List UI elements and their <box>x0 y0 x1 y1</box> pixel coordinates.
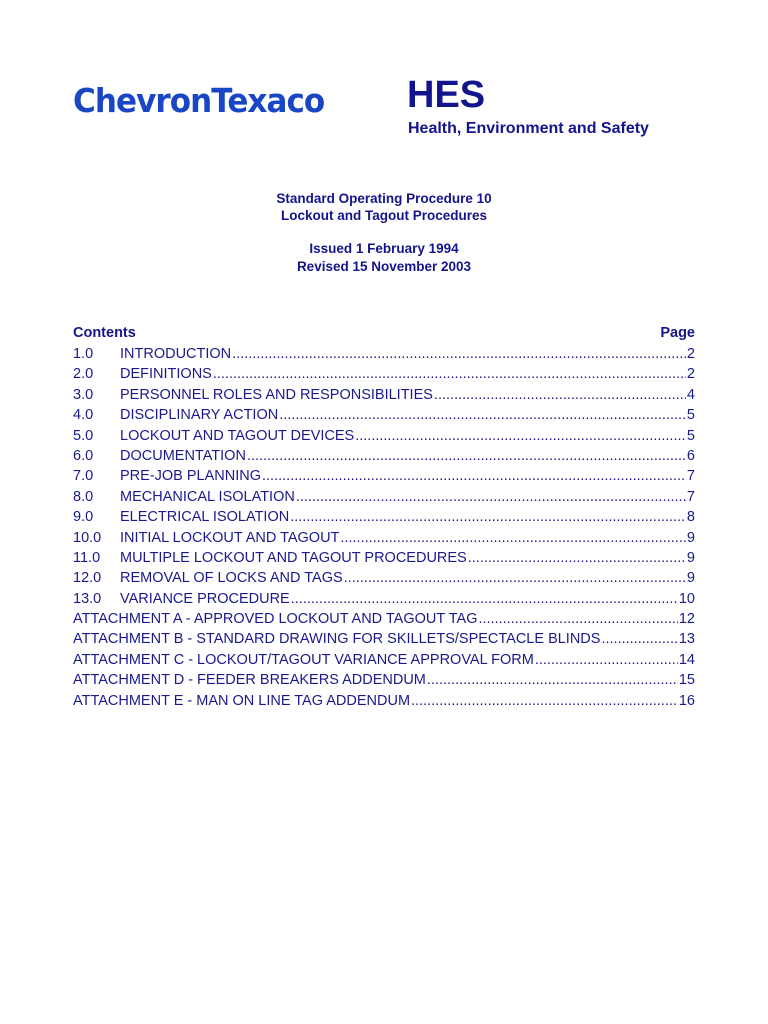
toc-dot-leader <box>291 589 678 609</box>
procedure-title: Lockout and Tagout Procedures <box>280 208 488 223</box>
toc-entry-number: 3.0 <box>73 386 94 403</box>
table-of-contents <box>73 344 695 711</box>
toc-entry-page: 15 <box>678 672 695 689</box>
toc-entry-number: 8.0 <box>73 488 94 505</box>
issued-date: Issued 1 February 1994 <box>309 241 459 256</box>
toc-entry-page: 9 <box>686 549 695 566</box>
toc-entry[interactable] <box>73 344 695 364</box>
toc-entry-number: 12.0 <box>73 570 102 587</box>
toc-entry-page: 9 <box>686 529 695 546</box>
toc-entry[interactable] <box>73 487 695 507</box>
toc-entry[interactable] <box>73 507 695 527</box>
toc-entry-page: 10 <box>678 590 695 607</box>
revised-date: Revised 15 November 2003 <box>296 259 472 274</box>
toc-dot-leader <box>262 466 686 486</box>
toc-dot-leader <box>279 405 686 425</box>
toc-entry[interactable] <box>73 548 695 568</box>
toc-entry-page: 12 <box>678 611 695 628</box>
toc-entry-page: 7 <box>686 468 695 485</box>
toc-entry[interactable] <box>73 609 695 629</box>
toc-dot-leader <box>478 609 677 629</box>
hes-subtitle: Health, Environment and Safety <box>408 120 649 137</box>
toc-dot-leader <box>247 446 686 466</box>
toc-dot-leader <box>535 650 678 670</box>
toc-entry-page: 4 <box>686 386 695 403</box>
toc-entry-page: 2 <box>686 366 695 383</box>
toc-dot-leader <box>340 528 686 548</box>
company-logo: ChevronTexaco <box>73 81 325 120</box>
toc-entry-page: 8 <box>686 509 695 526</box>
toc-entry-title: MECHANICAL ISOLATION <box>120 488 295 505</box>
hes-title: HES <box>407 74 486 116</box>
toc-dot-leader <box>344 568 686 588</box>
toc-entry-title: ATTACHMENT D - FEEDER BREAKERS ADDENDUM <box>73 672 426 689</box>
toc-entry-title: ATTACHMENT A - APPROVED LOCKOUT AND TAGOUT TAG <box>73 611 478 628</box>
toc-dot-leader <box>601 629 677 649</box>
toc-entry-title: INITIAL LOCKOUT AND TAGOUT <box>120 529 340 546</box>
toc-entry[interactable] <box>73 364 695 384</box>
page-column-heading: Page <box>660 325 695 341</box>
toc-entry-title: DISCIPLINARY ACTION <box>120 407 279 424</box>
contents-header <box>73 325 695 341</box>
toc-entry-title: DEFINITIONS <box>120 366 212 383</box>
toc-entry[interactable] <box>73 670 695 690</box>
toc-entry-title: REMOVAL OF LOCKS AND TAGS <box>120 570 343 587</box>
toc-entry-page: 9 <box>686 570 695 587</box>
toc-dot-leader <box>427 670 678 690</box>
toc-entry-number: 6.0 <box>73 447 94 464</box>
toc-entry-number: 1.0 <box>73 346 94 362</box>
toc-dot-leader <box>232 344 686 364</box>
toc-dot-leader <box>468 548 686 568</box>
toc-entry-title: DOCUMENTATION <box>120 447 246 464</box>
toc-dot-leader <box>411 691 678 711</box>
toc-dot-leader <box>355 426 686 446</box>
toc-entry-page: 7 <box>686 488 695 505</box>
toc-entry[interactable] <box>73 589 695 609</box>
toc-entry-page: 5 <box>686 427 695 444</box>
toc-entry-number: 10.0 <box>73 529 102 546</box>
toc-entry[interactable] <box>73 568 695 588</box>
toc-dot-leader <box>290 507 686 527</box>
contents-heading: Contents <box>73 325 136 341</box>
toc-entry-page: 14 <box>678 651 695 668</box>
toc-entry-number: 7.0 <box>73 468 94 485</box>
toc-entry-title: LOCKOUT AND TAGOUT DEVICES <box>120 427 355 444</box>
toc-entry-number: 5.0 <box>73 427 94 444</box>
toc-entry-number: 2.0 <box>73 366 94 383</box>
toc-entry-page: 2 <box>686 346 695 362</box>
toc-entry-title: INTRODUCTION <box>120 346 232 362</box>
toc-entry-title: PERSONNEL ROLES AND RESPONSIBILITIES <box>120 386 433 403</box>
toc-entry-page: 16 <box>678 692 695 709</box>
toc-entry-title: ATTACHMENT E - MAN ON LINE TAG ADDENDUM <box>73 692 411 709</box>
toc-entry[interactable] <box>73 405 695 425</box>
toc-entry[interactable] <box>73 426 695 446</box>
toc-entry[interactable] <box>73 691 695 711</box>
procedure-number: Standard Operating Procedure 10 <box>276 191 492 206</box>
toc-entry[interactable] <box>73 385 695 405</box>
toc-dot-leader <box>213 364 686 384</box>
toc-entry-title: PRE-JOB PLANNING <box>120 468 261 485</box>
toc-entry-number: 4.0 <box>73 407 94 424</box>
toc-entry-number: 9.0 <box>73 509 94 526</box>
toc-entry-page: 6 <box>686 447 695 464</box>
toc-entry-title: VARIANCE PROCEDURE <box>120 590 290 607</box>
toc-entry[interactable] <box>73 650 695 670</box>
toc-entry-page: 13 <box>678 631 695 648</box>
toc-entry[interactable] <box>73 466 695 486</box>
toc-entry-number: 13.0 <box>73 590 102 607</box>
toc-entry[interactable] <box>73 446 695 466</box>
toc-dot-leader <box>434 385 686 405</box>
toc-entry-page: 5 <box>686 407 695 424</box>
toc-entry[interactable] <box>73 528 695 548</box>
toc-entry-title: MULTIPLE LOCKOUT AND TAGOUT PROCEDURES <box>120 549 467 566</box>
toc-entry[interactable] <box>73 629 695 649</box>
toc-entry-title: ATTACHMENT C - LOCKOUT/TAGOUT VARIANCE APPROVAL FORM <box>73 651 534 668</box>
toc-entry-number: 11.0 <box>73 549 101 566</box>
toc-dot-leader <box>296 487 686 507</box>
toc-entry-title: ELECTRICAL ISOLATION <box>120 509 290 526</box>
toc-entry-title: ATTACHMENT B - STANDARD DRAWING FOR SKILLETS/SPECTACLE BLINDS <box>73 631 601 648</box>
